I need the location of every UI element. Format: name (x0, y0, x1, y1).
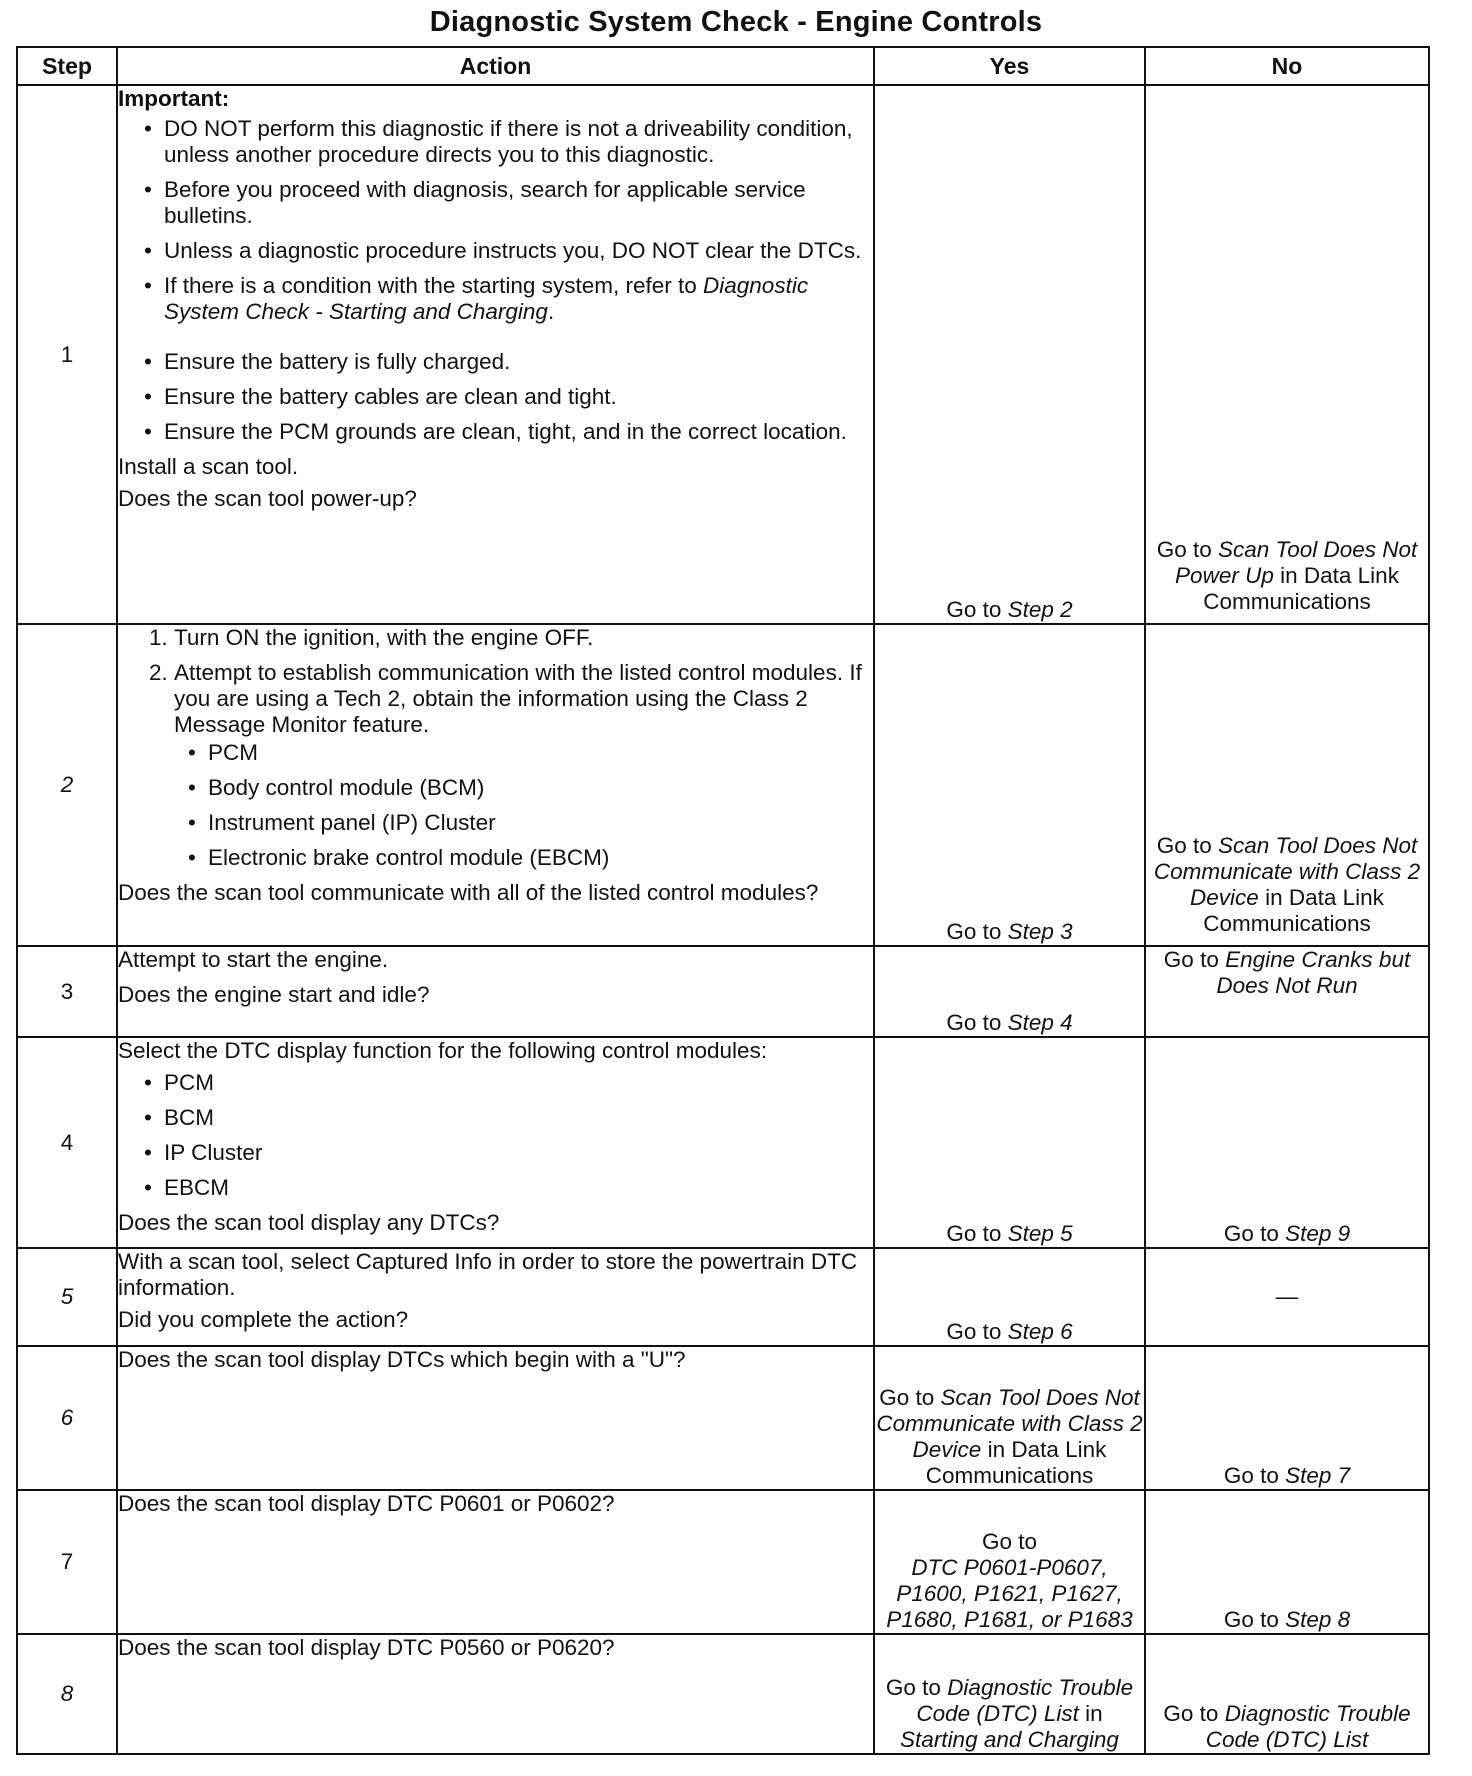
header-no: No (1145, 47, 1429, 85)
go-to-label: Go to (946, 1319, 1002, 1344)
yes-cell (874, 1634, 1145, 1754)
list-item: • Before you proceed with diagnosis, search for applicable service bulletins. (164, 177, 873, 229)
go-to-label: Go to (879, 1385, 935, 1410)
reference-link[interactable]: Step 7 (1285, 1463, 1351, 1488)
question-text: Does the scan tool display DTC P0560 or P0620? (118, 1635, 615, 1660)
instruction-text: Attempt to start the engine. (118, 947, 389, 972)
table-row (17, 1037, 1429, 1248)
question-text: Does the scan tool communicate with all of the listed control modules? (118, 880, 819, 905)
step-number: 7 (17, 1490, 117, 1634)
reference-link[interactable]: Step 3 (1007, 919, 1073, 944)
table-row (17, 946, 1429, 1037)
go-to-label: Go to (946, 1221, 1002, 1246)
list-item: • PCM (164, 1070, 873, 1096)
no-cell (1145, 1037, 1429, 1248)
instruction-text: Select the DTC display function for the following control modules: (118, 1038, 768, 1063)
yes-cell (874, 624, 1145, 946)
question-text: Does the scan tool display DTC P0601 or P0602? (118, 1491, 615, 1516)
yes-cell (874, 1346, 1145, 1490)
table-row (17, 1490, 1429, 1634)
no-cell (1145, 85, 1429, 624)
step-number: 5 (17, 1248, 117, 1346)
reference-link[interactable]: Scan Tool Does Not Power Up (1175, 537, 1418, 588)
data-link-ref: Data Link Communications (1203, 563, 1399, 614)
step-number: 1 (17, 85, 117, 624)
bullet-list (118, 116, 873, 445)
in-label: in (987, 1437, 1006, 1462)
reference-link[interactable]: Scan Tool Does Not Communicate with Class 2 Device (876, 1385, 1143, 1462)
go-to-label: Go to (1163, 1701, 1219, 1726)
list-item: • Unless a diagnostic procedure instructs you, DO NOT clear the DTCs. (164, 238, 873, 264)
reference-link[interactable]: Step 2 (1007, 597, 1073, 622)
table-row (17, 624, 1429, 946)
module-list (118, 1070, 873, 1201)
reference-link[interactable]: Step 8 (1285, 1607, 1351, 1632)
list-item: • Electronic brake control module (EBCM) (208, 845, 873, 871)
yes-cell (874, 1037, 1145, 1248)
go-to-label: Go to (946, 919, 1002, 944)
action-cell (117, 1248, 874, 1346)
list-item-text: Attempt to establish communication with the listed control modules. If you are using a Tech 2, obtain the information using the Class 2 Message Monitor feature. (174, 660, 862, 737)
action-cell (117, 85, 874, 624)
list-item: • PCM (208, 740, 873, 766)
go-to-label: Go to (1156, 537, 1212, 562)
reference-link[interactable]: Step 4 (1007, 1010, 1073, 1035)
reference-link[interactable]: DTC P0601-P0607, P1600, P1621, P1627, P1680, P1681, or P1683 (886, 1555, 1133, 1632)
reference-link[interactable]: Scan Tool Does Not Communicate with Class 2 Device (1153, 833, 1421, 910)
list-item: • EBCM (164, 1175, 873, 1201)
header-row (17, 47, 1429, 85)
list-item: • If there is a condition with the starting system, refer to Diagnostic System Check - Starting and Charging. (164, 273, 873, 325)
list-item: 1. Turn ON the ignition, with the engine OFF. (174, 625, 873, 651)
yes-cell (874, 1248, 1145, 1346)
table-row (17, 1248, 1429, 1346)
list-item: • Instrument panel (IP) Cluster (208, 810, 873, 836)
page-title: Diagnostic System Check - Engine Controls (429, 6, 1043, 38)
reference-link[interactable]: Step 6 (1007, 1319, 1073, 1344)
data-link-ref: Data Link Communications (925, 1437, 1107, 1488)
no-cell (1145, 1346, 1429, 1490)
table-row (17, 1346, 1429, 1490)
bullet-ref-prefix: If there is a condition with the starting system, refer to (164, 273, 697, 298)
data-link-ref: Data Link Communications (1203, 885, 1384, 936)
list-item: • IP Cluster (164, 1140, 873, 1166)
reference-link[interactable]: Starting and Charging (900, 1727, 1119, 1752)
go-to-label: Go to (1156, 833, 1212, 858)
list-item (174, 660, 873, 871)
reference-link[interactable]: Diagnostic Trouble Code (DTC) List (916, 1675, 1134, 1726)
in-label: in (1085, 1701, 1103, 1726)
yes-cell (874, 946, 1145, 1037)
no-cell (1145, 1490, 1429, 1634)
list-item: • Body control module (BCM) (208, 775, 873, 801)
action-cell (117, 1037, 874, 1248)
question-text: Does the scan tool display any DTCs? (118, 1210, 500, 1235)
step-number: 3 (17, 946, 117, 1037)
instruction-text: Install a scan tool. (118, 454, 299, 479)
no-cell (1145, 946, 1429, 1037)
no-cell: — (1145, 1248, 1429, 1346)
go-to-label: Go to (1223, 1607, 1279, 1632)
step-number: 6 (17, 1346, 117, 1490)
header-yes: Yes (874, 47, 1145, 85)
yes-cell (874, 85, 1145, 624)
go-to-label: Go to (885, 1675, 941, 1700)
table-row (17, 1634, 1429, 1754)
list-item: • Ensure the PCM grounds are clean, tight, and in the correct location. (164, 419, 873, 445)
no-cell (1145, 1634, 1429, 1754)
list-item: • Ensure the battery cables are clean and tight. (164, 384, 873, 410)
action-cell (117, 1490, 874, 1634)
list-item: • BCM (164, 1105, 873, 1131)
go-to-label: Go to (946, 1010, 1002, 1035)
list-item: • Ensure the battery is fully charged. (164, 349, 873, 375)
header-step: Step (17, 47, 117, 85)
list-item: • DO NOT perform this diagnostic if there is not a driveability condition, unless another procedure directs you to this diagnostic. (164, 116, 873, 168)
action-cell (117, 1346, 874, 1490)
yes-cell (874, 1490, 1145, 1634)
reference-link[interactable]: Step 9 (1285, 1221, 1351, 1246)
go-to-label: Go to (1223, 1221, 1279, 1246)
table-row (17, 85, 1429, 624)
go-to-label: Go to (1223, 1463, 1279, 1488)
step-number: 8 (17, 1634, 117, 1754)
go-to-label: Go to (1163, 947, 1219, 972)
module-list (174, 740, 873, 871)
instruction-text: With a scan tool, select Captured Info in order to store the powertrain DTC information. (118, 1249, 858, 1300)
header-action: Action (117, 47, 874, 85)
question-text: Does the scan tool display DTCs which begin with a "U"? (118, 1347, 686, 1372)
in-label: in (1280, 563, 1298, 588)
action-cell (117, 946, 874, 1037)
in-label: in (1265, 885, 1283, 910)
question-text: Does the scan tool power-up? (118, 486, 417, 511)
go-to-label: Go to (946, 597, 1002, 622)
action-cell (117, 624, 874, 946)
no-cell (1145, 624, 1429, 946)
important-label: Important: (118, 86, 230, 111)
step-number: 4 (17, 1037, 117, 1248)
reference-link[interactable]: Step 5 (1007, 1221, 1073, 1246)
numbered-list (118, 625, 873, 871)
go-to-label: Go to (981, 1529, 1038, 1554)
diagnostic-table (16, 46, 1430, 1755)
step-number: 2 (17, 624, 117, 946)
reference-link[interactable]: Engine Cranks but Does Not Run (1216, 947, 1411, 998)
question-text: Does the engine start and idle? (118, 982, 430, 1007)
reference-link[interactable]: Diagnostic Trouble Code (DTC) List (1205, 1701, 1411, 1752)
reference-link[interactable]: Diagnostic System Check - Starting and Charging (164, 273, 809, 324)
action-cell (117, 1634, 874, 1754)
question-text: Did you complete the action? (118, 1307, 409, 1332)
